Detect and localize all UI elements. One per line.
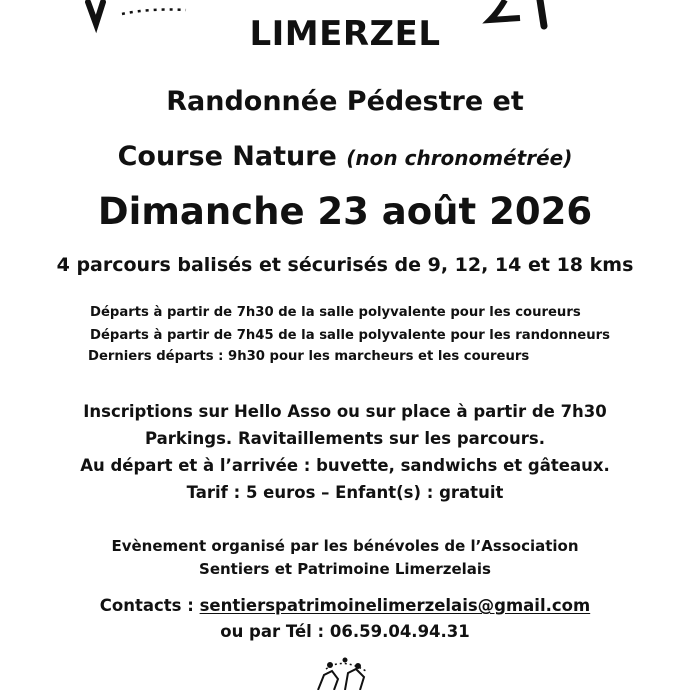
last-departures: Derniers départs : 9h30 pour les marcheurs et les coureurs	[88, 349, 530, 364]
departure-walkers: Départs à partir de 7h45 de la salle polyvalente pour les randonneurs	[90, 328, 610, 343]
parking-info: Parkings. Ravitaillements sur les parcours.	[145, 429, 545, 448]
refreshments-info: Au départ et à l’arrivée : buvette, sandwichs et gâteaux.	[80, 456, 610, 475]
contacts-label: Contacts :	[99, 596, 200, 615]
city-title: LIMERZEL	[249, 14, 441, 54]
event-title-main: Course Nature	[117, 141, 337, 172]
registration-info: Inscriptions sur Hello Asso ou sur place à partir de 7h30	[83, 402, 607, 421]
event-title-note: (non chronométrée)	[346, 146, 573, 170]
event-title-line2	[0, 141, 690, 172]
event-title-line1: Randonnée Pédestre et	[166, 86, 524, 117]
organizer-line2: Sentiers et Patrimoine Limerzelais	[199, 560, 491, 578]
contacts-line	[0, 596, 690, 615]
event-date: Dimanche 23 août 2026	[97, 190, 593, 233]
organizer-line1: Evènement organisé par les bénévoles de l’Association	[111, 537, 579, 555]
phone-line: ou par Tél : 06.59.04.94.31	[220, 622, 470, 641]
price-info: Tarif : 5 euros – Enfant(s) : gratuit	[186, 483, 504, 502]
contact-email-link[interactable]: sentierspatrimoinelimerzelais@gmail.com	[199, 596, 591, 615]
routes-info: 4 parcours balisés et sécurisés de 9, 12, 14 et 18 kms	[56, 254, 634, 276]
departure-runners: Départs à partir de 7h30 de la salle polyvalente pour les coureurs	[90, 305, 581, 320]
hiker-logo-graphic	[290, 655, 400, 690]
